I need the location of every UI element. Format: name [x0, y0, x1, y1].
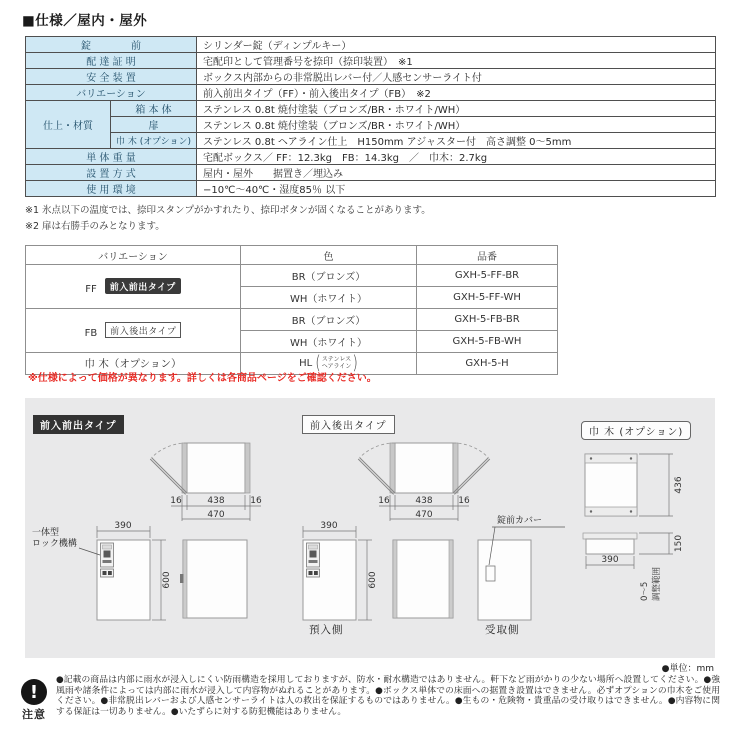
- dim-390: 390: [601, 555, 619, 565]
- price-note: ※仕様によって価格が異なります。詳しくは各商品ページをご確認ください。: [28, 373, 377, 384]
- table-row: [26, 117, 716, 133]
- spec-sublabel: 箱 本 体: [111, 101, 197, 117]
- receive-side-label: 受取側: [485, 624, 520, 636]
- spec-value: シリンダー錠（ディンプルキー）: [197, 37, 716, 53]
- dim-600: 600: [162, 571, 172, 589]
- spec-value: 前入前出タイプ（FF）・前入後出タイプ（FB） ※2: [197, 85, 716, 101]
- color-cell: WH（ホワイト）: [241, 331, 417, 353]
- deposit-side-label: 預入側: [309, 624, 344, 636]
- fb-type-badge: 前入後出タイプ: [302, 415, 395, 434]
- color-cell: BR（ブロンズ）: [241, 265, 417, 287]
- fb-receive-view: [478, 527, 565, 620]
- type-badge-ff: 前入前出タイプ: [105, 278, 181, 294]
- spec-value: 屋内・屋外 据置き／埋込み: [197, 165, 716, 181]
- dimension-diagram-panel: [25, 398, 715, 658]
- lock-cover-label: 錠前カバー: [497, 516, 543, 526]
- color-sub: ステンレス: [321, 356, 352, 363]
- type-badge-fb: 前入後出タイプ: [105, 322, 181, 338]
- paren: (: [315, 353, 321, 374]
- table-row: [26, 37, 716, 53]
- haba-top-dims: [639, 454, 673, 516]
- adjust-range-label: 調整範囲: [652, 566, 662, 601]
- dim-436: 436: [674, 476, 684, 494]
- ff-front-view: [79, 540, 150, 620]
- part-number-cell: GXH-5-FB-BR: [417, 309, 558, 331]
- spec-value: ステンレス 0.8t 焼付塗装（ブロンズ/BR・ホワイト/WH）: [197, 117, 716, 133]
- ff-type-badge: 前入前出タイプ: [33, 415, 124, 434]
- variation-ff-cell: [26, 265, 241, 309]
- part-number-cell: GXH-5-H: [417, 353, 558, 375]
- variation-haba-cell: 巾 木（オプション）: [26, 353, 241, 375]
- spec-value: ステンレス 0.8t ヘアライン仕上 H150mm アジャスター付 高さ調整 0〜5mm: [197, 133, 716, 149]
- fb-side-view: [393, 540, 453, 618]
- fb-top-view: [358, 443, 490, 494]
- variation-code: FF: [85, 284, 97, 295]
- spec-sublabel: 扉: [111, 117, 197, 133]
- table-row: [26, 101, 716, 117]
- spec-value: ボックス内部からの非常脱出レバー付／人感センサーライト付: [197, 69, 716, 85]
- variation-table: [25, 245, 558, 375]
- caution-icon: !: [21, 679, 47, 705]
- haba-top-view: [585, 454, 637, 516]
- spec-label: 配 達 証 明: [26, 53, 197, 69]
- dim-470: 470: [415, 510, 433, 520]
- table-row: [26, 53, 716, 69]
- variation-fb-cell: [26, 309, 241, 353]
- part-number-cell: GXH-5-FF-WH: [417, 287, 558, 309]
- color-cell: BR（ブロンズ）: [241, 309, 417, 331]
- part-number-cell: GXH-5-FF-BR: [417, 265, 558, 287]
- dim-438: 438: [415, 496, 433, 506]
- color-cell: WH（ホワイト）: [241, 287, 417, 309]
- spec-label: 錠 前: [26, 37, 197, 53]
- dim-16-right: 16: [250, 496, 262, 506]
- column-header: 色: [241, 246, 417, 265]
- integrated-lock-label: 一体型 ロック機構: [32, 528, 77, 549]
- table-row: [26, 165, 716, 181]
- dim-16-left: 16: [378, 496, 390, 506]
- dim-16-right: 16: [458, 496, 470, 506]
- spec-value: ステンレス 0.8t 焼付塗装（ブロンズ/BR・ホワイト/WH）: [197, 101, 716, 117]
- dim-600: 600: [368, 571, 378, 589]
- caution-label: 注意: [22, 708, 46, 721]
- dim-390: 390: [320, 521, 338, 531]
- paren: ): [352, 353, 358, 374]
- spec-value: 宅配ボックス／ FF：12.3kg FB：14.3kg ／ 巾木：2.7kg: [197, 149, 716, 165]
- ff-top-view: [150, 443, 250, 494]
- color-code: HL: [299, 358, 313, 369]
- color-sub: ヘアライン: [321, 362, 352, 370]
- table-row: [26, 309, 558, 331]
- dim-438: 438: [207, 496, 225, 506]
- table-row: [26, 265, 558, 287]
- spec-sublabel: 巾 木 (オプション): [111, 133, 197, 149]
- caution-text: ●記載の商品は内部に雨水が浸入しにくい防雨構造を採用しておりますが、防水・耐水構造ではありません。軒下など雨がかりの少ない場所へ設置してください。●強風雨や諸条件によっては内部に雨水が浸入して内容物がぬれることがあります。●ボックス単体での床面への据置き設置はできません。必ずオプションの巾木をご使用ください。●非常脱出レバーおよび人感センサーライトは人の救出を保証するものではありません。●生もの・危険物・貴重品の受け取りはできません。●内容物に関する保証は一切ありません。●いたずらに対する防犯機能はありません。: [56, 675, 720, 717]
- spec-label: 単 体 重 量: [26, 149, 197, 165]
- dim-150: 150: [674, 534, 684, 553]
- haba-front-view: [583, 533, 637, 554]
- footnote-1: ※1 氷点以下の温度では、捺印スタンプがかすれたり、捺印ボタンが固くなることがあります。: [25, 205, 431, 216]
- ff-side-view: [180, 540, 247, 618]
- table-row: [26, 181, 716, 197]
- dim-16-left: 16: [170, 496, 182, 506]
- dim-390: 390: [114, 521, 132, 531]
- adjust-range-value: 0〜5: [640, 581, 650, 601]
- spec-label: 使 用 環 境: [26, 181, 197, 197]
- table-row: [26, 133, 716, 149]
- spec-label: 安 全 装 置: [26, 69, 197, 85]
- haba-type-badge: 巾 木 (オプション): [581, 421, 691, 440]
- part-number-cell: GXH-5-FB-WH: [417, 331, 558, 353]
- variation-code: FB: [84, 328, 98, 339]
- dim-470: 470: [207, 510, 225, 520]
- spec-table: [25, 36, 716, 197]
- spec-label: 設 置 方 式: [26, 165, 197, 181]
- spec-value: 宅配印として管理番号を捺印（捺印装置） ※1: [197, 53, 716, 69]
- column-header: バリエーション: [26, 246, 241, 265]
- fb-deposit-view: [303, 540, 356, 620]
- footnote-2: ※2 扉は右勝手のみとなります。: [25, 221, 165, 232]
- table-row: [26, 85, 716, 101]
- unit-note: ●単位：mm: [661, 664, 714, 674]
- table-row: [26, 69, 716, 85]
- page-title: ■仕様／屋内・屋外: [22, 13, 148, 29]
- spec-value: −10℃〜40℃・湿度85％ 以下: [197, 181, 716, 197]
- column-header: 品番: [417, 246, 558, 265]
- spec-label-material: 仕上・材質: [26, 101, 111, 149]
- table-row: [26, 149, 716, 165]
- spec-label: バリエーション: [26, 85, 197, 101]
- table-header-row: [26, 246, 558, 265]
